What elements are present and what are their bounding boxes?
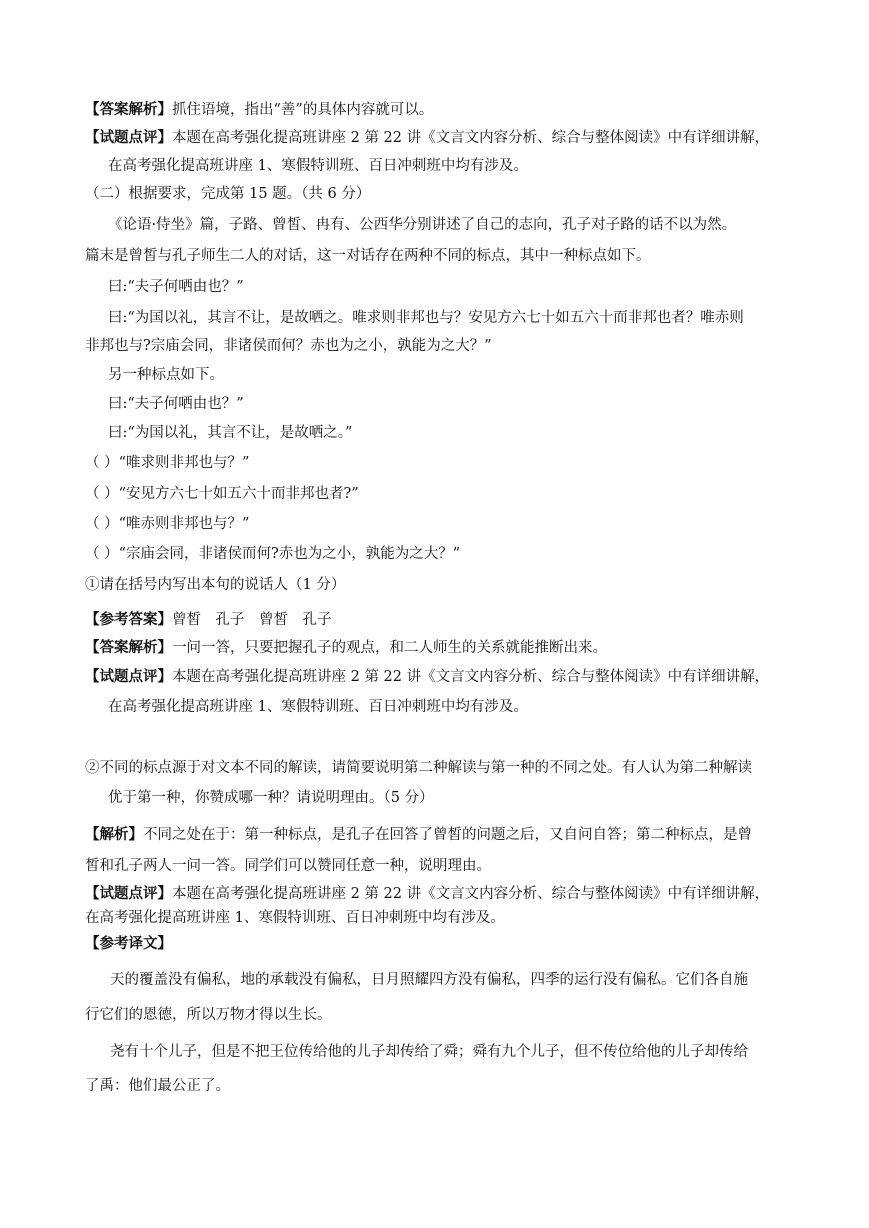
question-comment-line — [85, 884, 769, 904]
version1-question: 曰:“夫子何哂由也？” — [108, 279, 244, 295]
analysis-text: 不同之处在于：第一种标点，是孔子在回答了曾皙的问题之后，又自问自答；第二种标点，是曾 — [143, 827, 752, 843]
question-comment-text: 本题在高考强化提高班讲座 2 第 22 讲《文言文内容分析、综合与整体阅读》中有详细讲解， — [172, 669, 770, 685]
answer-analysis-tag: 【答案解析】 — [85, 639, 172, 656]
answer-analysis-line — [85, 638, 607, 658]
reference-answer-text: 曾皙 孔子 曾皙 孔子 — [172, 612, 332, 628]
translation-p1-line-1: 天的覆盖没有偏私，地的承载没有偏私，日月照耀四方没有偏私，四季的运行没有偏私。它们各自施 — [110, 972, 748, 988]
blank-line-1: （ ）“唯求则非邦也与？” — [85, 455, 250, 471]
version2-answer: 曰:“为国以礼，其言不让，是故哂之。” — [108, 425, 353, 441]
question-1: ①请在括号内写出本句的说话人（1 分） — [85, 577, 346, 593]
translation-p2-line-2: 了禹：他们最公正了。 — [85, 1078, 230, 1094]
question-comment-tag: 【试题点评】 — [85, 668, 172, 685]
section-heading: （二）根据要求，完成第 15 题。（共 6 分） — [85, 186, 371, 202]
analysis-line — [85, 825, 752, 845]
intro-paragraph-line-1: 《论语·侍坐》篇，子路、曾皙、冉有、公西华分别讲述了自己的志向，孔子对子路的话不以为然。 — [108, 217, 737, 233]
question-comment-tag: 【试题点评】 — [85, 129, 172, 146]
version1-answer-line-1: 曰:“为国以礼，其言不让，是故哂之。唯求则非邦也与？安见方六七十如五六十而非邦也者？唯赤则 — [108, 310, 744, 326]
translation-p1-line-2: 行它们的恩德，所以万物才得以生长。 — [85, 1007, 332, 1023]
question-comment-line — [85, 128, 769, 148]
question-comment-continuation: 在高考强化提高班讲座 1、寒假特训班、百日冲刺班中均有涉及。 — [108, 699, 528, 715]
reference-answer-tag: 【参考答案】 — [85, 611, 172, 628]
translation-p2-line-1: 尧有十个儿子，但是不把王位传给他的儿子却传给了舜；舜有九个儿子，但不传位给他的儿子却传给 — [110, 1044, 748, 1060]
question-2-line-1: ②不同的标点源于对文本不同的解读，请简要说明第二种解读与第一种的不同之处。有人认为第二种解读 — [85, 760, 752, 776]
intro-paragraph-line-2: 篇末是曾皙与孔子师生二人的对话，这一对话存在两种不同的标点，其中一种标点如下。 — [85, 248, 651, 264]
blank-line-3: （ ）“唯赤则非邦也与？” — [85, 516, 250, 532]
question-comment-text: 本题在高考强化提高班讲座 2 第 22 讲《文言文内容分析、综合与整体阅读》中有详细讲解， — [172, 130, 770, 146]
version2-question: 曰:“夫子何哂由也？” — [108, 396, 244, 412]
blank-line-2: （ ）“安见方六七十如五六十而非邦也者?” — [85, 486, 359, 502]
question-comment-continuation: 在高考强化提高班讲座 1、寒假特训班、百日冲刺班中均有涉及。 — [108, 158, 528, 174]
question-comment-line — [85, 667, 769, 687]
question-comment-continuation: 在高考强化提高班讲座 1、寒假特训班、百日冲刺班中均有涉及。 — [85, 910, 505, 926]
question-2-line-2: 优于第一种，你赞成哪一种？请说明理由。（5 分） — [108, 790, 434, 806]
answer-analysis-text: 一问一答，只要把握孔子的观点，和二人师生的关系就能推断出来。 — [172, 640, 607, 656]
question-comment-text: 本题在高考强化提高班讲座 2 第 22 讲《文言文内容分析、综合与整体阅读》中有详细讲解， — [172, 886, 770, 902]
answer-analysis-text: 抓住语境，指出“善”的具体内容就可以。 — [172, 102, 434, 118]
reference-translation-tag: 【参考译文】 — [85, 935, 172, 952]
analysis-tag: 【解析】 — [85, 826, 143, 843]
blank-line-4: （ ）“宗庙会同，非诸侯而何?赤也为之小，孰能为之大？” — [85, 546, 461, 562]
version1-answer-line-2: 非邦也与?宗庙会同，非诸侯而何？赤也为之小，孰能为之大？” — [85, 338, 492, 354]
question-comment-tag: 【试题点评】 — [85, 885, 172, 902]
reference-answer-line — [85, 610, 332, 630]
alternative-intro: 另一种标点如下。 — [108, 367, 224, 383]
analysis-continuation: 皙和孔子两人一问一答。同学们可以赞同任意一种，说明理由。 — [85, 858, 491, 874]
answer-analysis-tag: 【答案解析】 — [85, 101, 172, 118]
answer-analysis-line — [85, 100, 433, 120]
